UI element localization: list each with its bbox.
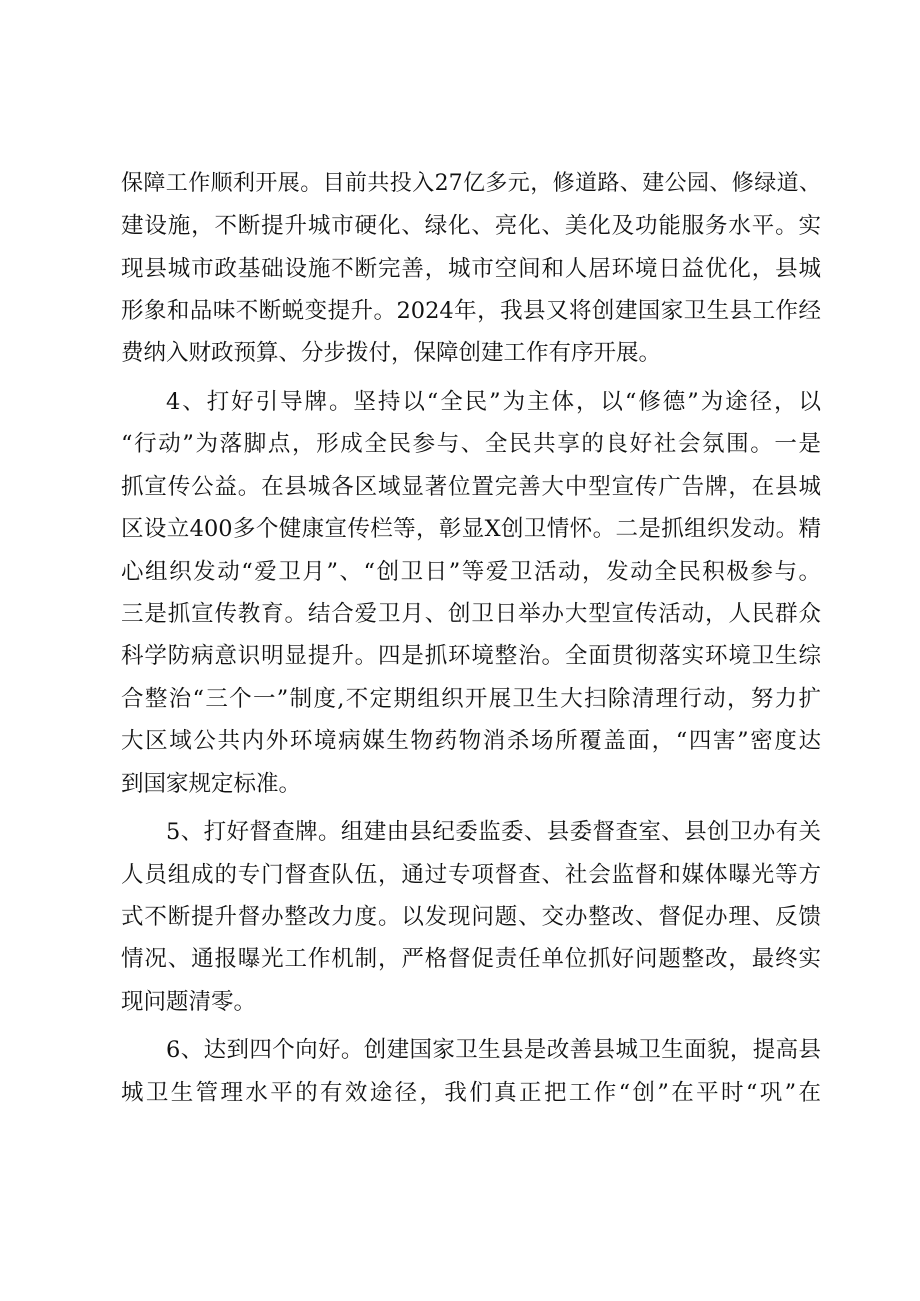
text-line: “行动”为落脚点，形成全民参与、全民共享的良好社会氛围。一是 bbox=[121, 431, 821, 457]
text-line: 合整治“三个一”制度,不定期组织开展卫生大扫除清理行动，努力扩 bbox=[121, 686, 821, 712]
text-line: 费纳入财政预算、分步拨付，保障创建工作有序开展。 bbox=[121, 340, 662, 366]
text-line: 情况、通报曝光工作机制，严格督促责任单位抓好问题整改，最终实 bbox=[121, 946, 821, 972]
text-line: 大区域公共内外环境病媒生物药物消杀场所覆盖面，“四害”密度达 bbox=[121, 728, 821, 754]
text-line: 式不断提升督办整改力度。以发现问题、交办整改、督促办理、反馈 bbox=[121, 904, 821, 930]
text-line: 科学防病意识明显提升。四是抓环境整治。全面贯彻落实环境卫生综 bbox=[121, 643, 821, 669]
text-line: 区设立400多个健康宣传栏等，彰显X创卫情怀。二是抓组织发动。精 bbox=[121, 516, 821, 542]
paragraph-heading-line: 4、打好引导牌。坚持以“全民”为主体，以“修德”为途径，以 bbox=[166, 389, 821, 415]
text-line: 抓宣传公益。在县城各区域显著位置完善大中型宣传广告牌，在县城 bbox=[121, 474, 821, 500]
paragraph-heading-line: 5、打好督查牌。组建由县纪委监委、县委督查室、县创卫办有关 bbox=[166, 819, 821, 845]
text-line: 形象和品味不断蜕变提升。2024年，我县又将创建国家卫生县工作经 bbox=[121, 298, 821, 324]
text-line: 城卫生管理水平的有效途径，我们真正把工作“创”在平时“巩”在 bbox=[121, 1080, 821, 1106]
text-line: 人员组成的专门督查队伍，通过专项督查、社会监督和媒体曝光等方 bbox=[121, 862, 821, 888]
text-line: 保障工作顺利开展。目前共投入27亿多元，修道路、建公园、修绿道、 bbox=[121, 171, 821, 196]
text-line: 建设施，不断提升城市硬化、绿化、亮化、美化及功能服务水平。实 bbox=[121, 213, 821, 239]
text-line: 现问题清零。 bbox=[121, 989, 257, 1015]
text-line: 心组织发动“爱卫月”、“创卫日”等爱卫活动，发动全民积极参与。 bbox=[121, 559, 821, 585]
text-line: 现县城市政基础设施不断完善，城市空间和人居环境日益优化，县城 bbox=[121, 256, 821, 282]
text-line: 到国家规定标准。 bbox=[121, 771, 302, 797]
text-line: 三是抓宣传教育。结合爱卫月、创卫日举办大型宣传活动，人民群众 bbox=[121, 601, 821, 627]
paragraph-heading-line: 6、达到四个向好。创建国家卫生县是改善县城卫生面貌，提高县 bbox=[166, 1037, 821, 1063]
